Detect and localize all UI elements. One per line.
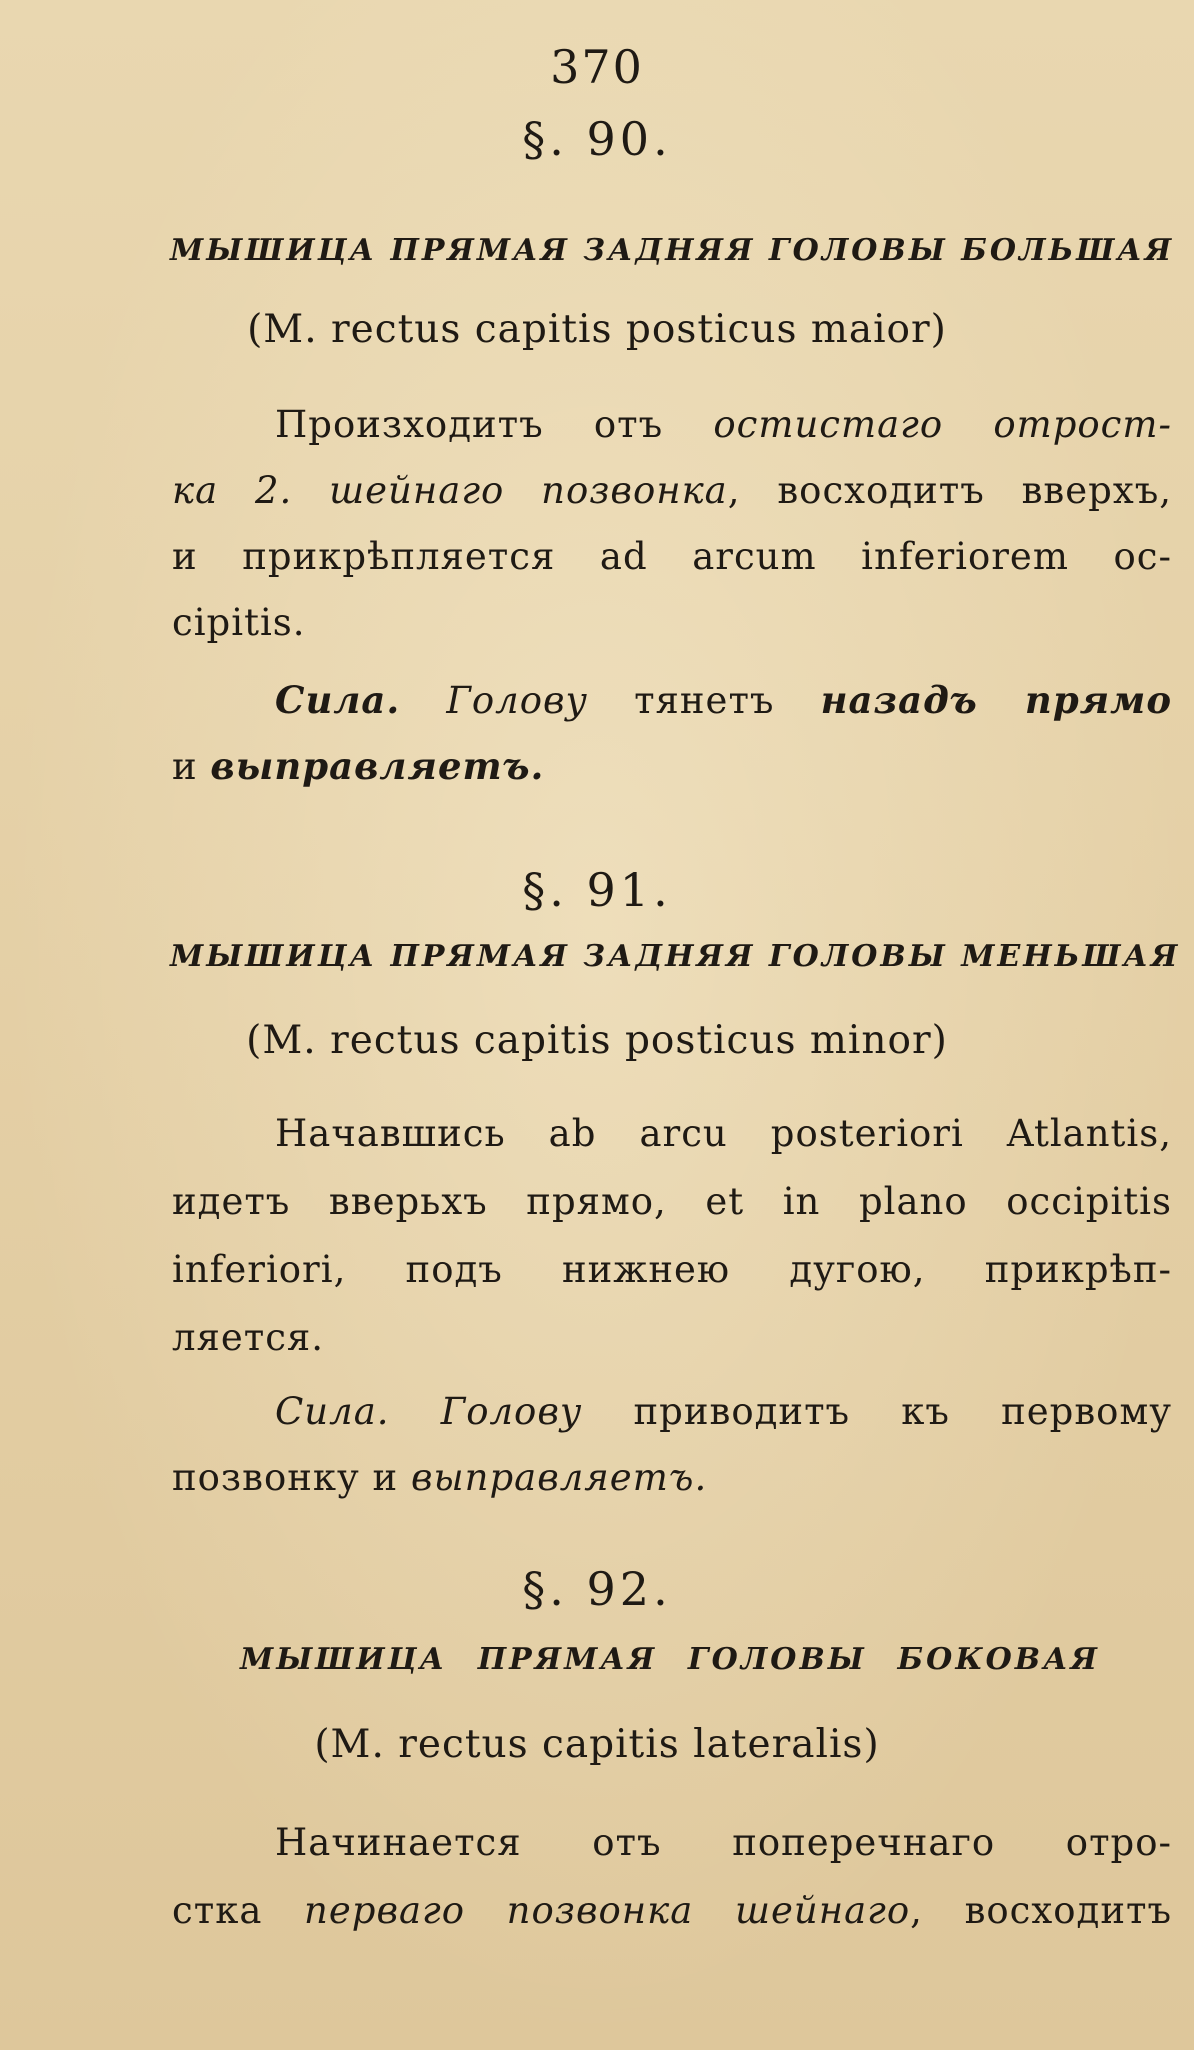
term: Голову (389, 1390, 583, 1433)
term: остистаго отрост- (713, 403, 1172, 446)
term: выправляетъ. (410, 1456, 708, 1499)
section-title: МЫШИЦА ПРЯМАЯ ЗАДНЯЯ ГОЛОВЫ МЕНЬШАЯ (170, 939, 1181, 974)
text: Произходитъ отъ (275, 403, 714, 446)
description-line (172, 469, 1172, 512)
term: Голову (400, 679, 588, 722)
force-line (275, 678, 1172, 722)
description-line (275, 403, 1172, 446)
section-mark: §. 91. (522, 863, 672, 917)
force-line (172, 1456, 1172, 1499)
section-mark: §. 92. (522, 1562, 672, 1616)
description-line: и прикрѣпляется ad arcum inferiorem oc- (172, 535, 1172, 578)
term: назадъ прямо (820, 678, 1173, 722)
force-label: Сила. (275, 1390, 390, 1433)
description-line: inferiori, подъ нижнею дугою, прикрѣп- (172, 1248, 1172, 1291)
force-label: Сила. (275, 678, 401, 722)
description-line: идетъ вверьхъ прямо, et in plano occipitis (172, 1180, 1172, 1223)
text: приводитъ къ первому (582, 1390, 1172, 1433)
latin-name: (M. rectus capitis posticus minor) (246, 1018, 948, 1063)
text: и (172, 745, 211, 788)
section-title: МЫШИЦА ПРЯМАЯ ЗАДНЯЯ ГОЛОВЫ БОЛЬШАЯ (170, 233, 1175, 268)
force-line (275, 1390, 1172, 1433)
section-mark: §. 90. (522, 112, 672, 166)
text: , восходитъ (910, 1889, 1173, 1932)
description-line (172, 1889, 1172, 1932)
text: позвонку и (172, 1456, 411, 1499)
description-line: cipitis. (172, 601, 306, 644)
page-number: 370 (550, 40, 644, 94)
text: стка (172, 1889, 305, 1932)
text: , восходитъ вверхъ, (727, 469, 1172, 512)
term: перваго позвонка шейнаго (304, 1889, 911, 1932)
term: ка 2. шейнаго позвонка (172, 469, 728, 512)
description-line: Начавшись ab arcu posteriori Atlantis, (275, 1112, 1172, 1155)
latin-name: (M. rectus capitis posticus maior) (247, 307, 947, 352)
section-title: МЫШИЦА ПРЯМАЯ ГОЛОВЫ БОКОВАЯ (240, 1642, 1100, 1677)
force-line (172, 744, 1172, 788)
term: выправляетъ. (210, 744, 545, 788)
description-line: Начинается отъ поперечнаго отро- (275, 1821, 1172, 1864)
latin-name: (M. rectus capitis lateralis) (314, 1722, 880, 1767)
text: тянетъ (588, 679, 821, 722)
description-line: ляется. (172, 1316, 325, 1359)
